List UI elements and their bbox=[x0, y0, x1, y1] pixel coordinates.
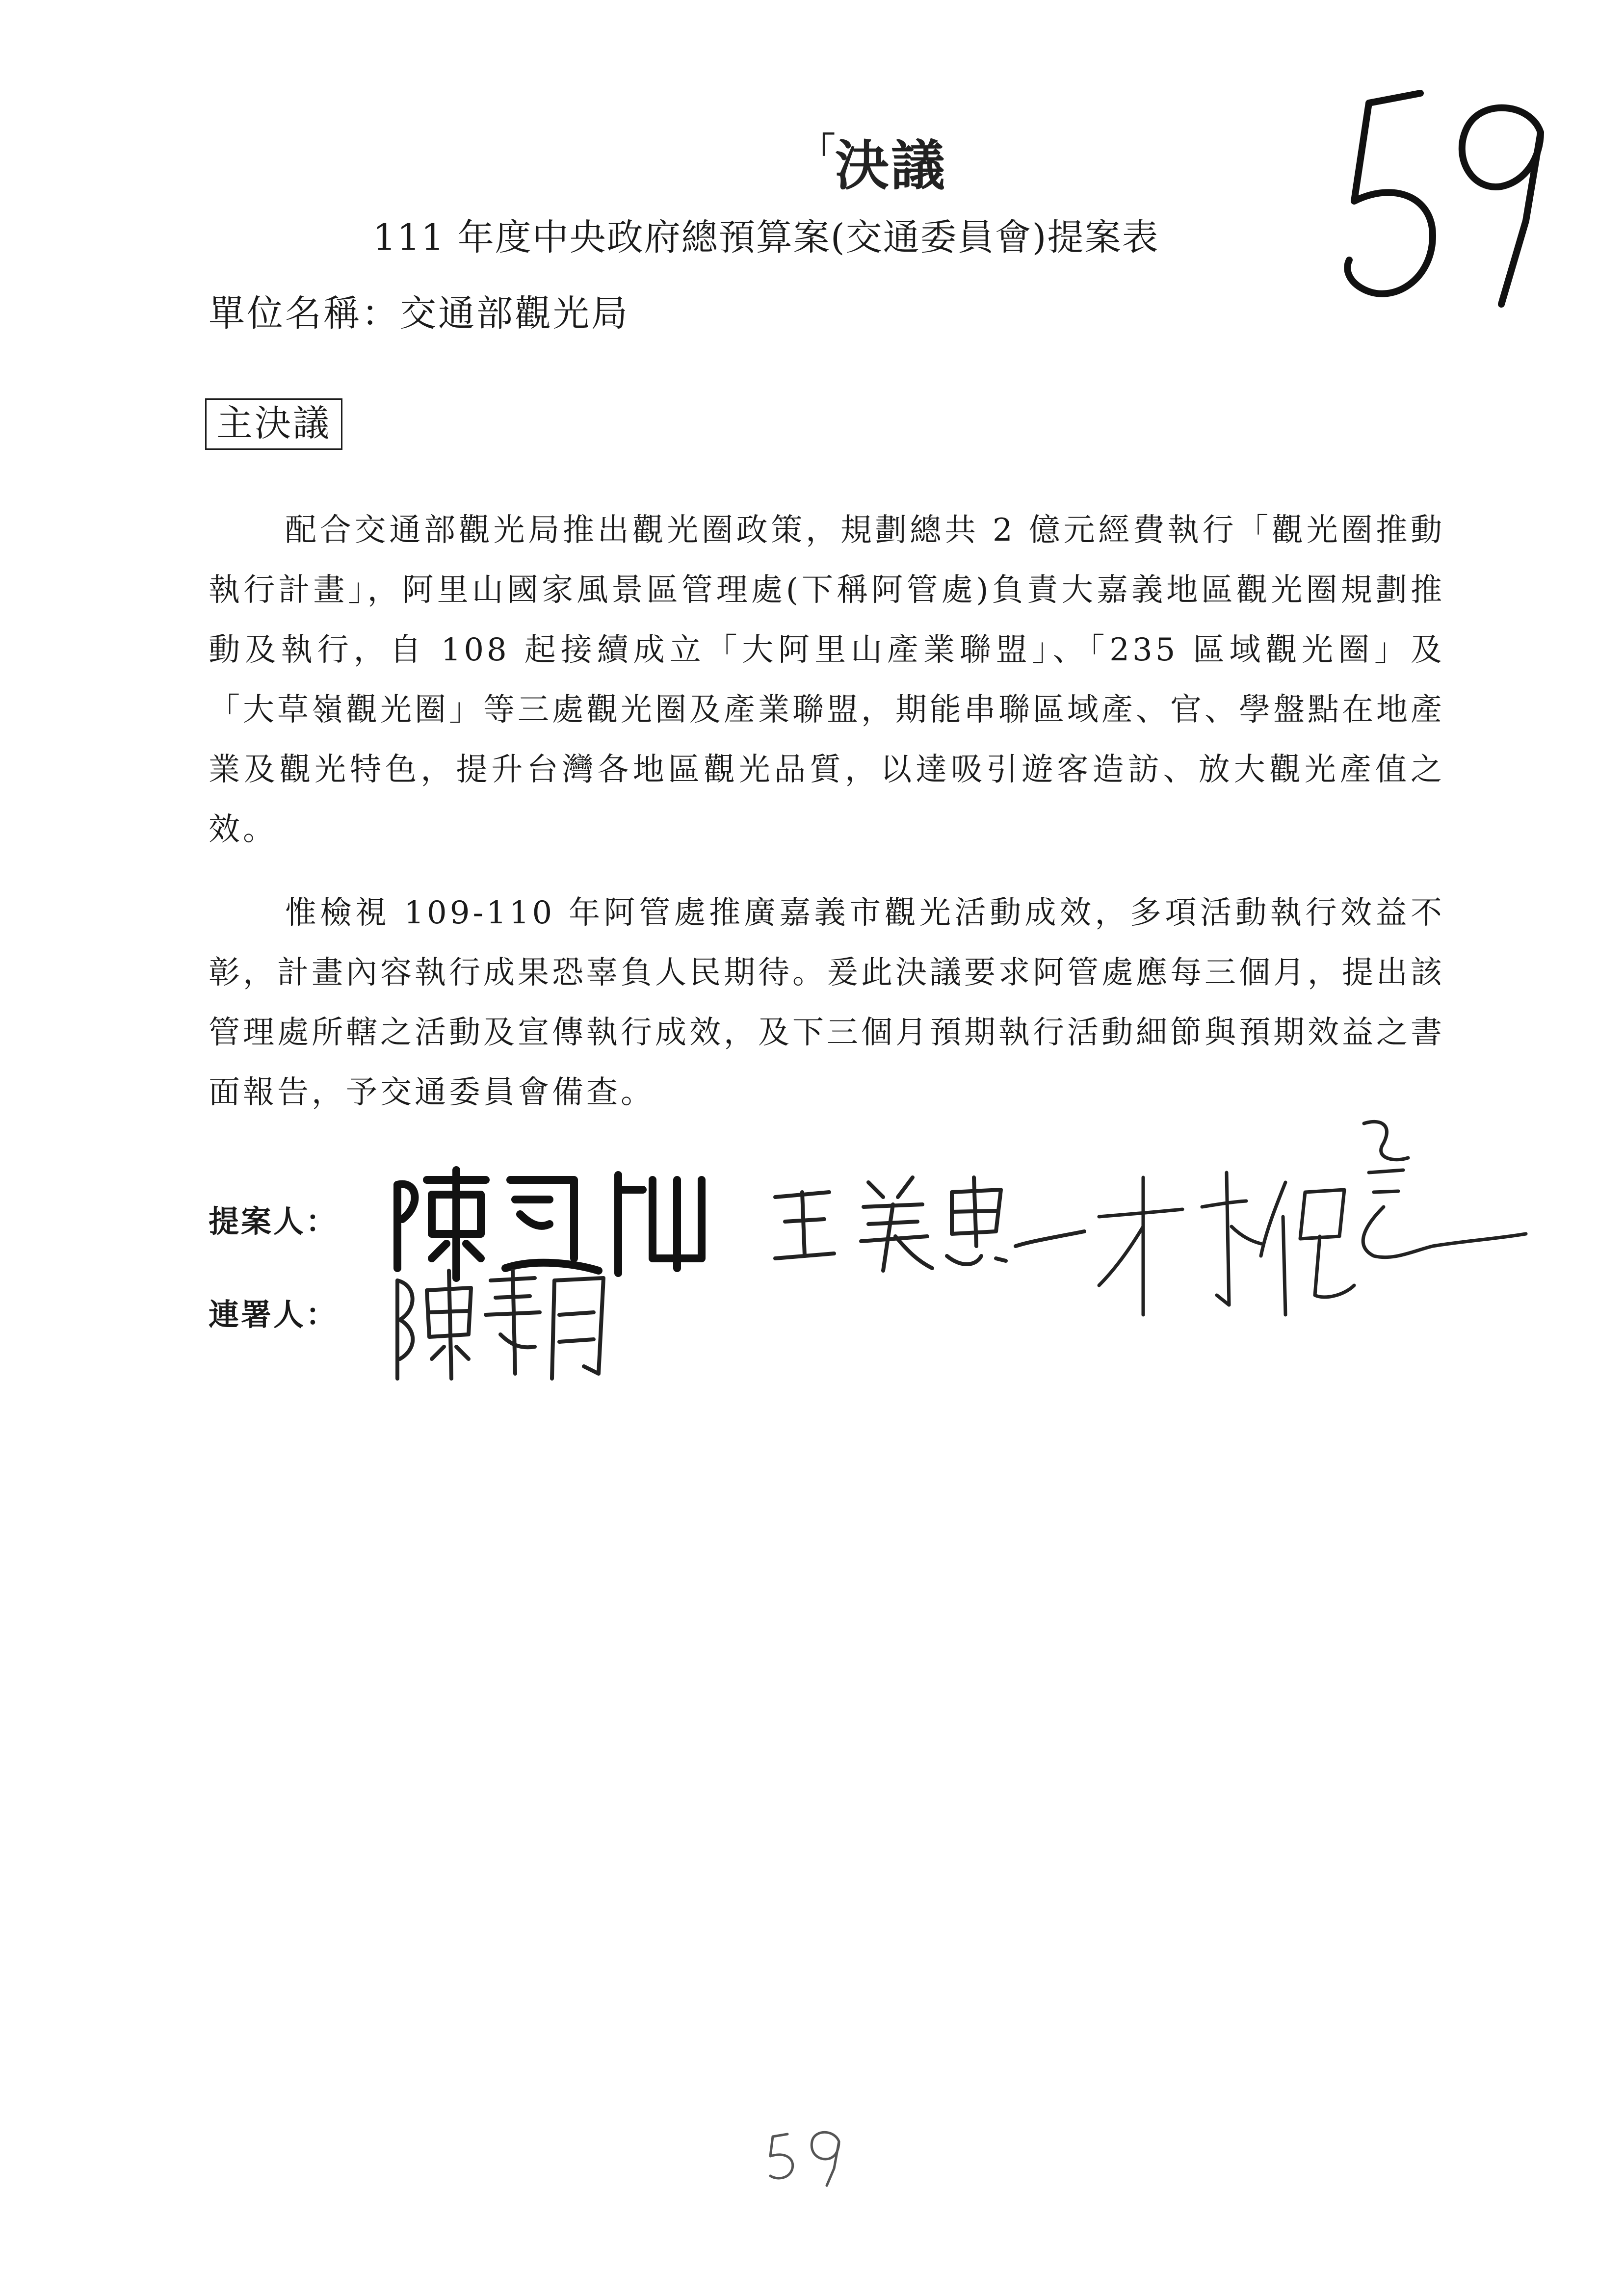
stamp-text: 決議 bbox=[835, 134, 947, 197]
handwritten-page-number bbox=[1335, 74, 1560, 329]
cosigner-signature bbox=[388, 1261, 618, 1388]
proposer-signature-3 bbox=[1089, 1109, 1531, 1354]
paragraph-1: 配合交通部觀光局推出觀光圈政策，規劃總共 2 億元經費執行「觀光圈推動執行計畫」，阿里山國家風景區管理處(下稱阿管處)負責大嘉義地區觀光圈規劃推動及執行，自 108 起接續成立「大阿里山產業聯盟」、「235 區域觀光圈」及「大草嶺觀光圈」等三處觀光圈及產業聯盟，期能串聯區域產、官、學盤點在地產業及觀光特色，提升台灣各地區觀光品質，以達吸引遊客造訪、放大觀光產值之效。 bbox=[209, 512, 1445, 848]
proposer-signature-2 bbox=[765, 1163, 1089, 1280]
unit-name-line bbox=[209, 285, 629, 337]
stamp-bracket: 「 bbox=[801, 130, 837, 170]
cosigner-label: 連署人： bbox=[209, 1297, 339, 1332]
paragraph-2: 惟檢視 109-110 年阿管處推廣嘉義市觀光活動成效，多項活動執行效益不彰，計畫內容執行成果恐辜負人民期待。爰此決議要求阿管處應每三個月，提出該管理處所轄之活動及宣傳執行成效，及下三個月預期執行活動細節與預期效益之書面報告，予交通委員會備查。 bbox=[209, 895, 1445, 1111]
unit-label: 單位名稱： bbox=[209, 292, 400, 335]
proposer-label: 提案人： bbox=[209, 1203, 339, 1239]
document-title: 111 年度中央政府總預算案(交通委員會)提案表 bbox=[373, 216, 1159, 259]
footer-handwritten-number bbox=[765, 2124, 849, 2188]
unit-value: 交通部觀光局 bbox=[400, 292, 629, 335]
resolution-stamp bbox=[801, 123, 947, 200]
section-heading-box: 主決議 bbox=[205, 398, 342, 450]
